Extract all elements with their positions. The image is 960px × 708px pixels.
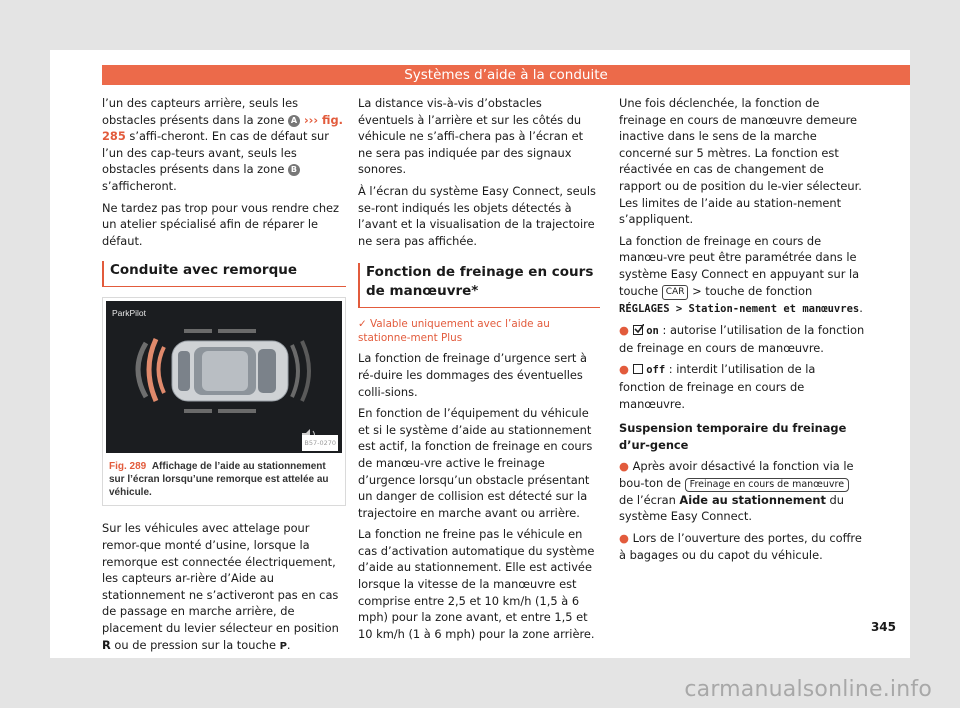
parkpilot-screen-image bbox=[106, 301, 342, 453]
figure-289 bbox=[102, 297, 346, 506]
bullet-icon: ● bbox=[619, 362, 629, 377]
paragraph: l’un des capteurs arrière, seuls les obstacles présents dans la zone A ››› fig. 285 s’affi-cheront. En cas de défaut sur l’un des cap-teurs avant, seuls les obstacles présents dans la zone B s’afficheront. bbox=[102, 96, 343, 193]
subheading: Suspension temporaire du freinage d’ur-gence bbox=[619, 421, 847, 452]
paragraph: Une fois déclenchée, la fonction de freinage en cours de manœuvre demeure inactive dans le sens de la marche concerné sur 5 mètres. La fonction est réactivée en cas de changement de rapport ou de position du le-vier sélecteur. Les limites de l’aide au station-nement s’appliquent. bbox=[619, 96, 862, 227]
paragraph: La fonction de freinage d’urgence sert à ré-duire les dommages des éventuelles colli-sions. bbox=[358, 351, 587, 399]
unchecked-checkbox-icon bbox=[633, 364, 643, 374]
image-code: B57-0270 bbox=[302, 435, 338, 452]
paragraph: Sur les véhicules avec attelage pour remor-que monté d’usine, lorsque la remorque est connectée électriquement, les capteurs ar-rière d’Aide au stationnement ne s’activeront pas en cas de passage en marche arrière, de placement du levier sélecteur en position R ou de pression sur la touche P. bbox=[102, 521, 339, 652]
manual-page bbox=[50, 50, 910, 658]
bullet-icon: ● bbox=[619, 323, 629, 338]
paragraph: Ne tardez pas trop pour vous rendre chez un atelier spécialisé afin de réparer le défaut. bbox=[102, 200, 340, 248]
figure-number: Fig. 289 bbox=[109, 461, 147, 473]
page-header: Systèmes d’aide à la conduite bbox=[102, 65, 910, 85]
screen-title: ParkPilot bbox=[112, 308, 147, 319]
bullet-item: ● Lors de l’ouverture des portes, du coffre à bagages ou du capot du véhicule. bbox=[619, 531, 862, 562]
paragraph: En fonction de l’équipement du véhicule et si le système d’aide au stationnement est actif, la fonction de freinage en cours de manœu-vre active le freinage d’urgence lorsqu’un obstacle présentant un danger de collision est détecté sur la trajectoire en marche avant ou arrière. bbox=[358, 406, 593, 520]
parking-sensor-diagram bbox=[106, 301, 334, 453]
zone-a-badge: A bbox=[288, 115, 300, 127]
menu-path: RÉGLAGES > Station-nement et manœuvres bbox=[619, 302, 860, 315]
watermark: carmanualsonline.info bbox=[684, 677, 932, 702]
bullet-item: ● on : autorise l’utilisation de la fonction de freinage en cours de manœuvre. bbox=[619, 323, 865, 355]
option-on-label: on bbox=[646, 325, 659, 338]
section-title: Conduite avec remorque bbox=[102, 261, 346, 287]
paragraph: La distance vis-à-vis d’obstacles éventuels à l’arrière et sur les côtés du véhicule ne s’affi-chera pas à l’écran et ne sera pas indiquée par des signaux sonores. bbox=[358, 96, 584, 177]
figure-reference-link[interactable]: ››› fig. 285 bbox=[102, 112, 343, 144]
park-assist-key-icon: P bbox=[279, 640, 287, 652]
bullet-icon: ● bbox=[619, 459, 629, 474]
checked-checkbox-icon bbox=[633, 325, 643, 335]
column-middle bbox=[358, 95, 600, 647]
emergency-brake-softkey: Freinage en cours de manœuvre bbox=[685, 478, 849, 492]
bullet-icon: ● bbox=[619, 531, 629, 546]
column-right bbox=[619, 95, 865, 568]
option-off-label: off bbox=[646, 364, 666, 377]
bullet-item: ● off : interdit l’utilisation de la fonction de freinage en cours de manœuvre. bbox=[619, 362, 816, 411]
column-left bbox=[102, 95, 346, 660]
zone-b-badge: B bbox=[288, 164, 300, 176]
section-title: Fonction de freinage en cours de manœuvre* bbox=[358, 263, 600, 308]
figure-caption: Fig. 289 Affichage de l’aide au stationnement sur l’écran lorsqu’une remorque est attelée au véhicule. bbox=[109, 461, 329, 499]
paragraph: La fonction de freinage en cours de manœu-vre peut être paramétrée dans le système Easy Connect en appuyant sur la touche CAR > touche de fonction RÉGLAGES > Station-nement et manœuvres. bbox=[619, 233, 863, 315]
bullet-item: ● Après avoir désactivé la fonction via le bou-ton de Freinage en cours de manœuvre de l’écran Aide au stationnement du système Easy Connect. bbox=[619, 459, 854, 524]
equipment-note: ✓ Valable uniquement avec l’aide au stationne-ment Plus bbox=[358, 318, 550, 344]
car-key-icon: CAR bbox=[662, 285, 689, 300]
paragraph: À l’écran du système Easy Connect, seuls se-ront indiqués les objets détectés à l’avant et la visualisation de la trajectoire ne sera pas affichée. bbox=[358, 183, 596, 248]
gear-position-r: R bbox=[102, 637, 111, 652]
paragraph: La fonction ne freine pas le véhicule en cas d’activation automatique du système d’aide au stationnement. Elle est activée lorsque la vitesse de la manœuvre est comprise entre 2,5 et 10 km/h (1,5 à 6 mph) pour la zone avant, et entre 1,5 et 10 km/h (1 à 6 mph) pour la zone arrière. bbox=[358, 527, 595, 641]
page-number: 345 bbox=[870, 620, 896, 634]
